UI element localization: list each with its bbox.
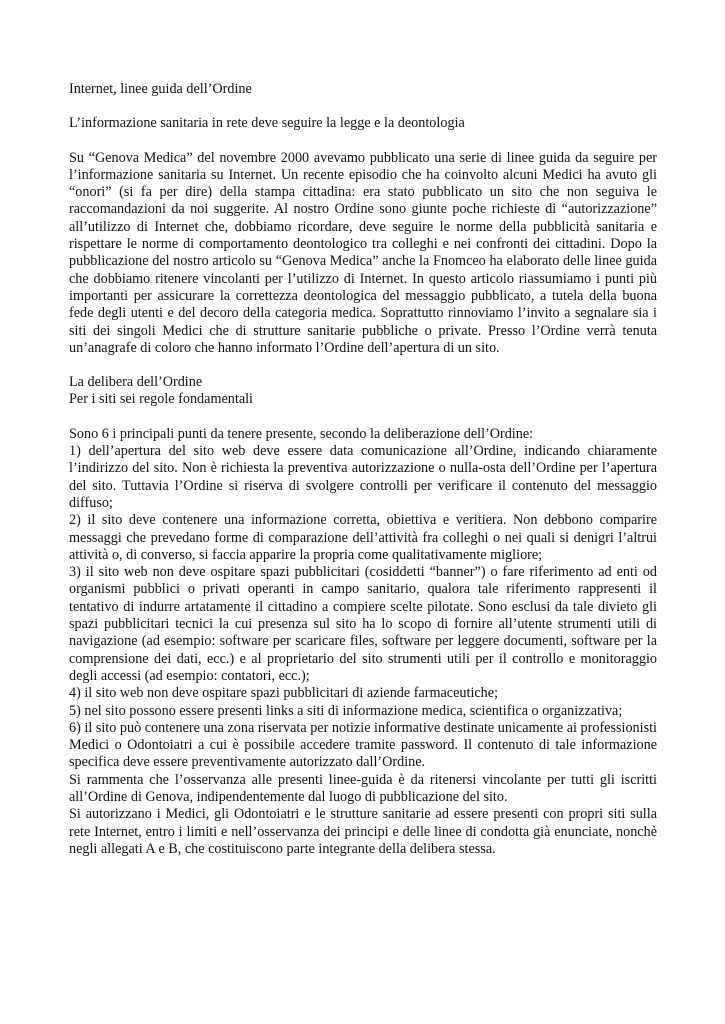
lead-paragraph: Sono 6 i principali punti da tenere presente, secondo la deliberazione dell’Ordine: (69, 425, 534, 442)
document-page (69, 81, 657, 858)
rule-point-6: 6) il sito può contenere una zona riservata per notizie informative destinate unicamente ai professionisti Medici o Odontoiatri a cui è possibile accedere tramite password. Il contenuto di tale informazione specifica deve essere preventivamente autorizzato dall’Ordine. (69, 719, 657, 771)
rule-point-2: 2) il sito deve contenere una informazione corretta, obiettiva e veritiera. Non debbono comparire messaggi che prevedano forme di comparazione dell’attività fra colleghi o nei quali si denigri l’altrui attività o, di converso, si faccia apparire la propria come qualitativamente migliore; (69, 512, 657, 563)
rule-point-3: 3) il sito web non deve ospitare spazi pubblicitari (cosiddetti “banner”) o fare riferimento ad enti od organismi pubblici o privati operanti in campo sanitario, qualora tale riferimento rappresenti il tentativo di indurre artatamente il cittadino a compiere scelte pilotate. Sono esclusi da tale divieto gli spazi pubblicitari tecnici la cui presenza sul sito ha lo scopo di fornire all’utente strumenti utili di navigazione (ad esempio: software per scaricare files, software per leggere documenti, software per la comprensione dei dati, ecc.) e al proprietario del sito strumenti utili per il controllo e monitoraggio degli accessi (ad esempio: contatori, ecc.); (69, 564, 657, 684)
closing-paragraph-1: Si rammenta che l’osservanza alle presenti linee-guida è da ritenersi vincolante per tutti gli iscritti all’Ordine di Genova, indipendentemente dal luogo di pubblicazione del sito. (69, 771, 657, 805)
spacer (69, 133, 657, 150)
document-title: Internet, linee guida dell’Ordine (69, 81, 252, 97)
rule-point-4: 4) il sito web non deve ospitare spazi pubblicitari di aziende farmaceutiche; (69, 685, 499, 702)
rule-point-5: 5) nel sito possono essere presenti links a siti di informazione medica, scientifica o organizzativa; (69, 702, 623, 719)
spacer (69, 409, 657, 426)
section-subheading: Per i siti sei regole fondamentali (69, 391, 253, 408)
document-subtitle: L’informazione sanitaria in rete deve seguire la legge e la deontologia (69, 115, 465, 132)
intro-paragraph: Su “Genova Medica” del novembre 2000 avevamo pubblicato una serie di linee guida da seguire per l’informazione sanitaria su Internet. Un recente episodio che ha coinvolto alcuni Medici ha avuto gli “onori” (si fa per dire) della stampa cittadina: era stato pubblicato un sito che non seguiva le raccomandazioni da noi suggerite. Al nostro Ordine sono giunte poche richieste di “autorizzazione” all’utilizzo di Internet che, dobbiamo ricordare, deve seguire le norme della pubblicità sanitaria e rispettare le norme di comportamento deontologico tra colleghi e nei confronti dei cittadini. Dopo la pubblicazione del nostro articolo su “Genova Medica” anche la Fnomceo ha elaborato delle linee guida che dobbiamo ritenere vincolanti per l’utilizzo di Internet. In questo articolo riassumiamo i punti più importanti per assicurare la correttezza deontologica del messaggio pubblicato, a tutela della buona fede degli utenti e del decoro della categoria medica. Soprattutto rinnoviamo l’invito a segnalare sia i siti dei singoli Medici che di strutture sanitarie pubbliche o private. Presso l’Ordine verrà tenuta un’anagrafe di coloro che hanno informato l’Ordine dell’apertura di un sito. (69, 149, 657, 356)
closing-paragraph-2: Si autorizzano i Medici, gli Odontoiatri e le strutture sanitarie ad essere presenti con propri siti sulla rete Internet, entro i limiti e nell’osservanza dei principi e delle linee di condotta già enunciate, nonchè negli allegati A e B, che costituiscono parte integrante della delibera stessa. (69, 806, 657, 857)
spacer (69, 98, 657, 115)
rule-point-1: 1) dell’apertura del sito web deve essere data comunicazione all’Ordine, indicando chiaramente l’indirizzo del sito. Non è richiesta la preventiva autorizzazione o nulla-osta dell’Ordine per l’apertura del sito. Tuttavia l’Ordine si riserva di svolgere controlli per verificare il contenuto del messaggio diffuso; (69, 443, 657, 511)
section-heading: La delibera dell’Ordine (69, 374, 203, 391)
spacer (69, 357, 657, 374)
